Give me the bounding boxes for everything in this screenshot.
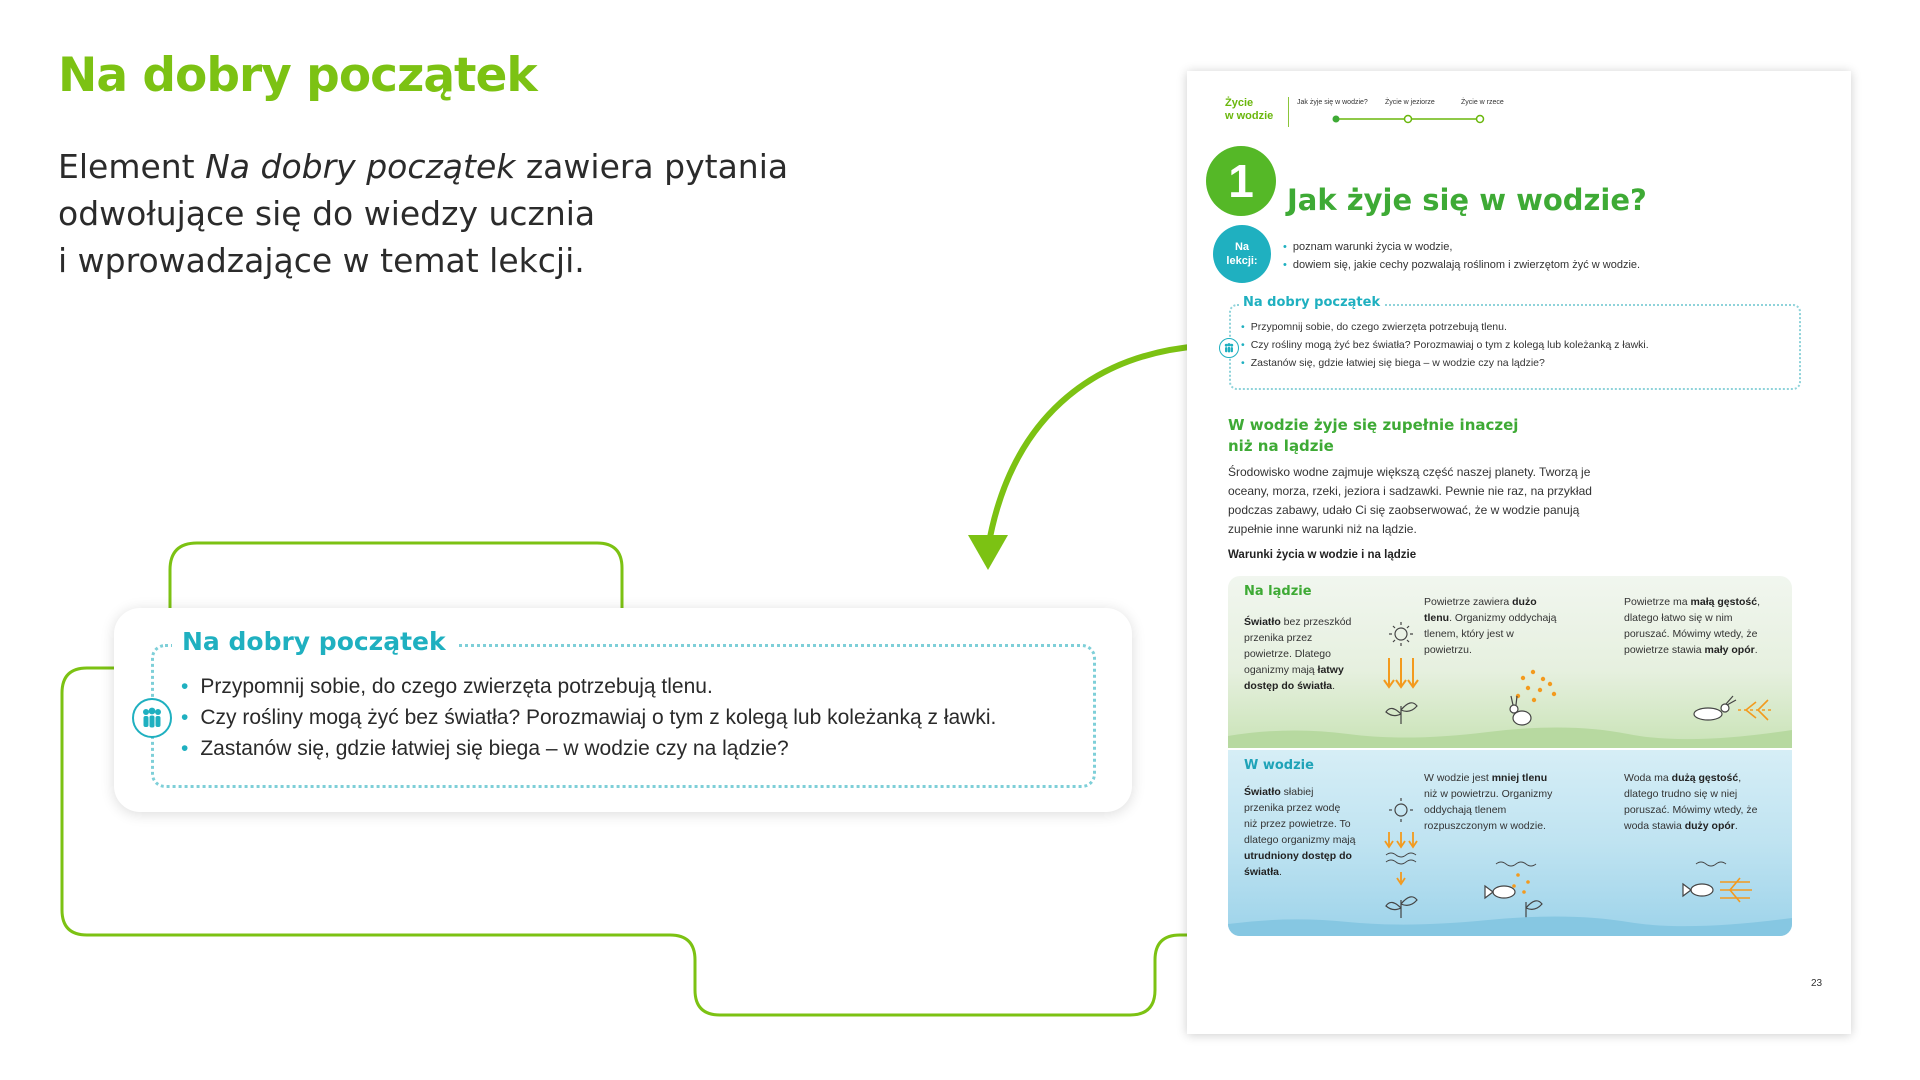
page-intro-heading: Na dobry początek [1239,295,1384,310]
section-heading: W wodzie żyje się zupełnie inaczej niż na lądzie [1228,416,1519,455]
chapter-label: Życie w wodzie [1225,97,1274,122]
intro-emphasis: Na dobry początek [205,147,516,186]
sun-icon [1389,798,1413,822]
fish-icon [1485,886,1515,898]
progress-step: Życie w rzece [1461,99,1504,106]
page-intro-box [1229,295,1801,390]
page-intro-item: • Przypomnij sobie, do czego zwierzęta potrzebują tlenu. [1241,318,1649,336]
group-work-icon [132,698,172,738]
land-light-text: Światło bez przeszkód przenika przez powietrze. Dlatego oganizmy mają łatwy dostęp do światła. [1244,616,1352,692]
pointer-arrow-head [968,535,1008,570]
air-resistance-icon [1738,700,1773,720]
textbook-page [1187,71,1851,1034]
intro-line1-rest: zawiera pytania [515,147,789,186]
page-intro-list [1241,318,1649,372]
light-arrows-icon [1385,832,1417,884]
land-density-text: Powietrze ma małą gęstość, dlatego łatwo się w nim poruszać. Mówimy wtedy, że powietrze stawia mały opór. [1624,596,1760,656]
fish-icon [1683,884,1713,896]
zoom-question-item: • Zastanów się, gdzie łatwiej się biega – w wodzie czy na lądzie? [181,733,996,764]
slide-title: Na dobry początek [58,48,537,103]
lesson-goal-item: • dowiem się, jakie cechy pozwalają roślinom i zwierzętom żyć w wodzie. [1283,256,1640,274]
sun-icon [1389,622,1413,646]
progress-step: Jak żyje się w wodzie? [1297,99,1368,106]
plant-icon [1386,703,1417,724]
intro-prefix: Element [58,147,206,186]
zoom-heading: Na dobry początek [172,627,456,656]
land-panel [1228,576,1792,748]
land-oxygen-text: Powietrze zawiera dużo tlenu. Organizmy oddychają tlenem, który jest w powietrzu. [1424,596,1557,656]
pointer-arrow [988,346,1200,548]
intro-line2: odwołujące się do wiedzy ucznia [58,194,596,233]
figure-caption: Warunki życia w wodzie i na lądzie [1228,549,1417,561]
progress-step: Życie w jeziorze [1385,99,1435,106]
lesson-goal-item: • poznam warunki życia w wodzie, [1283,238,1640,256]
lesson-number-badge: 1 [1206,146,1276,216]
lesson-progress [1297,99,1527,129]
zoom-question-item: • Przypomnij sobie, do czego zwierzęta potrzebują tlenu. [181,671,996,702]
zoom-question-list [181,671,996,764]
page-intro-item: • Czy rośliny mogą żyć bez światła? Porozmawiaj o tym z kolegą lub koleżanką z ławki. [1241,336,1649,354]
water-light-text: Światło słabiej przenika przez wodę niż przez powietrze. To dlatego organizmy mają utrudniony dostęp do światła. [1244,786,1356,878]
lesson-title: Jak żyje się w wodzie? [1287,183,1647,217]
group-work-icon [1219,338,1239,358]
zoom-question-item: • Czy rośliny mogą żyć bez światła? Porozmawiaj o tym z kolegą lub koleżanką z ławki. [181,702,996,733]
plant-icon [1386,897,1542,918]
zoom-callout-frame [151,627,1096,788]
section-paragraph: Środowisko wodne zajmuje większą część naszej planety. Tworzą je oceany, morza, rzeki, jeziora i sadzawki. Pewnie nie raz, na przykład podczas zabawy, udało Ci się zaobserwować, że w wodzie panują zupełnie inne warunki niż na lądzie. [1228,465,1592,536]
water-resistance-icon [1720,878,1752,902]
lesson-goals-badge: Na lekcji: [1213,225,1271,283]
water-illustration [1228,750,1792,936]
zoom-callout-card [114,608,1132,812]
water-panel [1228,750,1792,936]
wave-icon [1386,853,1726,866]
water-oxygen-text: W wodzie jest mniej tlenu niż w powietrzu. Organizmy oddychają tlenem rozpuszczonym w wodzie. [1424,772,1553,832]
page-intro-item: • Zastanów się, gdzie łatwiej się biega – w wodzie czy na lądzie? [1241,354,1649,372]
land-illustration [1228,576,1792,748]
water-panel-title: W wodzie [1244,758,1314,773]
lesson-goals-list [1283,238,1640,274]
water-density-text: Woda ma dużą gęstość, dlatego trudno się w niej poruszać. Mówimy wtedy, że woda stawia duży opór. [1624,772,1758,832]
rabbit-icon [1510,696,1531,725]
intro-line3: i wprowadzające w temat lekcji. [58,241,585,280]
progress-track [1297,99,1527,129]
running-rabbit-icon [1694,696,1736,720]
land-panel-title: Na lądzie [1244,584,1312,599]
chapter-divider [1288,97,1289,127]
light-arrows-icon [1384,658,1418,687]
page-number: 23 [1811,978,1823,989]
oxygen-dots-icon [1516,670,1556,702]
